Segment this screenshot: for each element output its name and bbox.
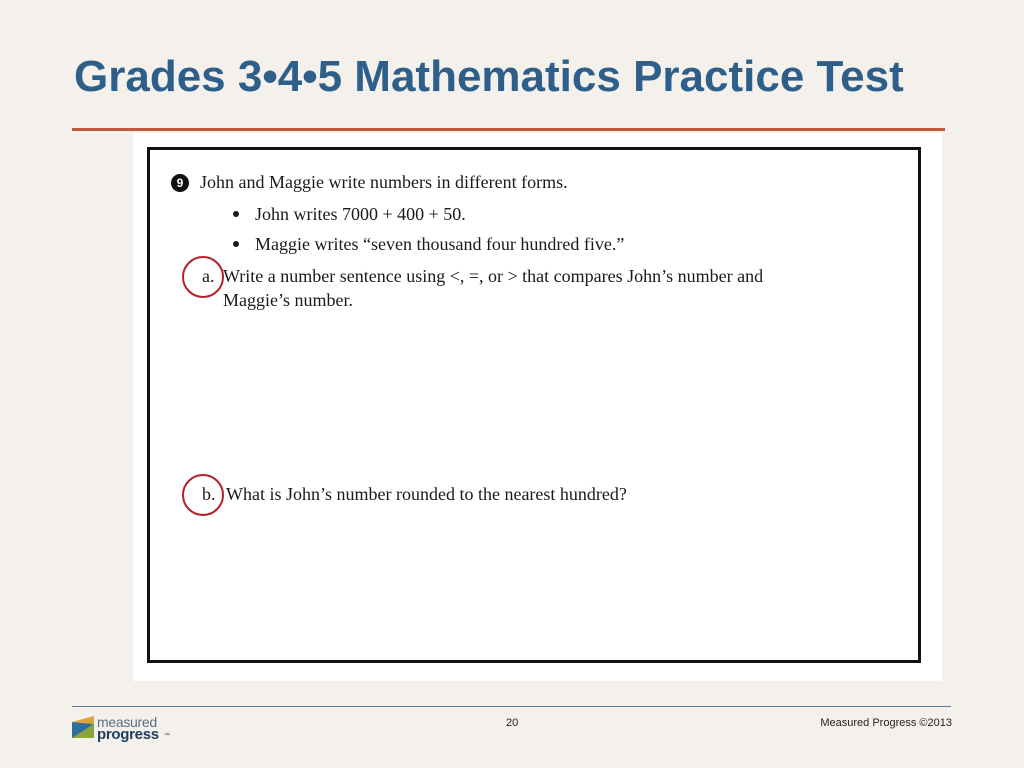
bullet-icon [233,211,239,217]
logo-trademark: ™ [164,733,170,739]
bullet-item-maggie: Maggie writes “seven thousand four hundred five.” [255,234,625,254]
question-number-badge: 9 [171,174,189,192]
measured-progress-logo [72,714,172,742]
bullet-icon [233,241,239,247]
part-a-line-2: Maggie’s number. [223,290,353,310]
logo-word-progress: progress [97,726,159,743]
logo-word-measured: measured [97,714,157,730]
bullet-item-john: John writes 7000 + 400 + 50. [255,204,466,224]
part-b-line-1: What is John’s number rounded to the nearest hundred? [226,484,627,504]
footer-divider [72,706,951,707]
copyright-notice: Measured Progress ©2013 [820,717,952,729]
part-a-line-1: Write a number sentence using <, =, or > that compares John’s number and [223,266,764,286]
title-divider [72,128,945,131]
part-b-label: b. [202,484,216,504]
page-number: 20 [506,717,519,729]
part-a-label: a. [202,266,215,286]
slide-title: Grades 3•4•5 Mathematics Practice Test [74,52,904,101]
red-circle-annotation-b [182,474,224,516]
red-circle-annotation-a [182,256,224,298]
question-stem: John and Maggie write numbers in different forms. [200,172,568,192]
logo-mark-icon [72,716,94,738]
